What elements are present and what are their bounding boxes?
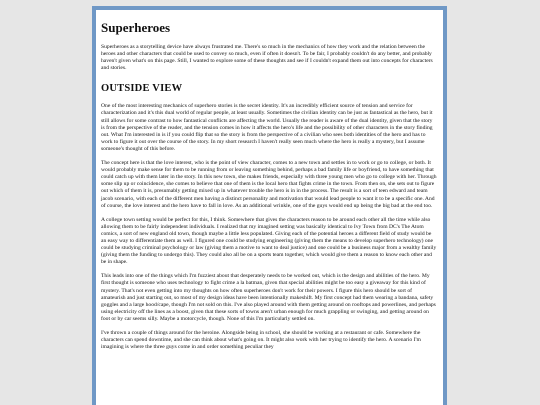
section-heading: OUTSIDE VIEW — [101, 83, 183, 95]
intro-paragraph: Superheroes as a storytelling device have always frustrated me. There's so much in the mechanics of how they work and the relation between the heroes and other characters that could be used to convey so much, even if often it doesn't. To be fair, I probably couldn't do any better, and probably haven't given what's on this page. Still, I wanted to explore some of these thoughts and see if I couldn't expand them out into concepts for characters and stories. — [101, 44, 433, 72]
body-paragraph-4: This leads into one of the things which I'm fuzziest about that desperately needs to be worked out, which is the design and abilities of the hero. My first thought is someone who uses technology to fight crime a la batman, given that special abilities might be too easy a giveaway for this kind of mystery. That's not even getting into my thoughts on how often superheroes don't work for their powers. I figure this hero should be sort of amateurish and just starting out, so most of my design ideas have been intentionally makeshift. My first concept had them wearing a bandana, safety goggles and a large hood/cape, though I'm not sold on this. I've also played around with them getting around on rooftops and powerlines, and perhaps using electricity off the lines as a boost, given that these sorts of towns aren't urban enough for much grappling or swinging, and getting around on foot or by car seems silly. Maybe a motorcycle, though. None of this I'm particularly settled on. — [101, 273, 436, 322]
body-paragraph-3: A college town setting would be perfect for this, I think. Somewhere that gives the characters reason to be around each other all the time while also allowing them to be fairly independent individuals. I realized that my imagined setting was basically identical to Ivy Town from DC's The Atom comics, a sort of new england old town, though maybe a little less populated. Giving each of the potential heroes a different field of study would be an easy way to differentiate them as well. I figured one could be studying engineering (giving them the means to develop superhero technology) one could be studying criminal psychology or law (giving them a motive to want to deal justice) and one could be a business major from a wealthy family (giving them the funding to undergo this). They could also all be on a sports team together, which would give them a reason to know each other and be in shape. — [101, 216, 437, 266]
body-paragraph-1: One of the most interesting mechanics of superhero stories is the secret identity. It's an incredibly efficient source of tension and service for characterization and it's this dual world of regular people, at least usually. Sometimes the civilian identity can be just as fantastical as the hero, but it still allows for some contrast to how fantastical conflicts are affecting the world. Usually the reader is aware of the dual identity, given that the story is from the perspective of the reader, and the tension comes in how it affects the hero's life and the possibility of other characters in the story finding out. What I'm interested in is if you could flip that so the story is from the perspective of a civilian who sees both identities of the hero and has to work to figure it out over the course of the story. In my short research I haven't really seen much where the hero is really a mystery, but I assume someone's thought of this before. — [101, 103, 433, 152]
article-content — [96, 10, 443, 351]
article-title: Superheroes — [101, 20, 171, 35]
article-page — [96, 10, 443, 405]
body-paragraph-2: The concept here is that the love interest, who is the point of view character, comes to a new town and settles in to work or go to college, or both. It would probably make sense for them to be running from or leaving something behind, perhaps a bad family life or boyfriend, to have something that could catch up with them later in the story. In this new town, she makes friends, especially with three young men who go to college with her. Through some slip up or coincidence, she comes to believe that one of them is the local hero that fights crime in the town. From then on, she sets out to figure out which of them it is, presumably getting mixed up in whatever trouble the hero is in in the process. The result is a sort of teen edward and team jacob scenario, with each of the different men having a distinct personality and motivation that would lead people to want it to be a specific one. And of course, the love interest and the hero have to fall in love. As an additional wrinkle, one of the guys would end up being the big bad at the end too. — [101, 160, 437, 209]
body-paragraph-5: I've thrown a couple of things around for the heroine. Alongside being in school, she should be working at a restaurant or cafe. Somewhere the characters can spend downtime, and she can think about what's going on. It might also work with her trying to identify the hero. A scenario I'm imagining is where the three guys come in and order something peculiar they — [101, 330, 421, 351]
